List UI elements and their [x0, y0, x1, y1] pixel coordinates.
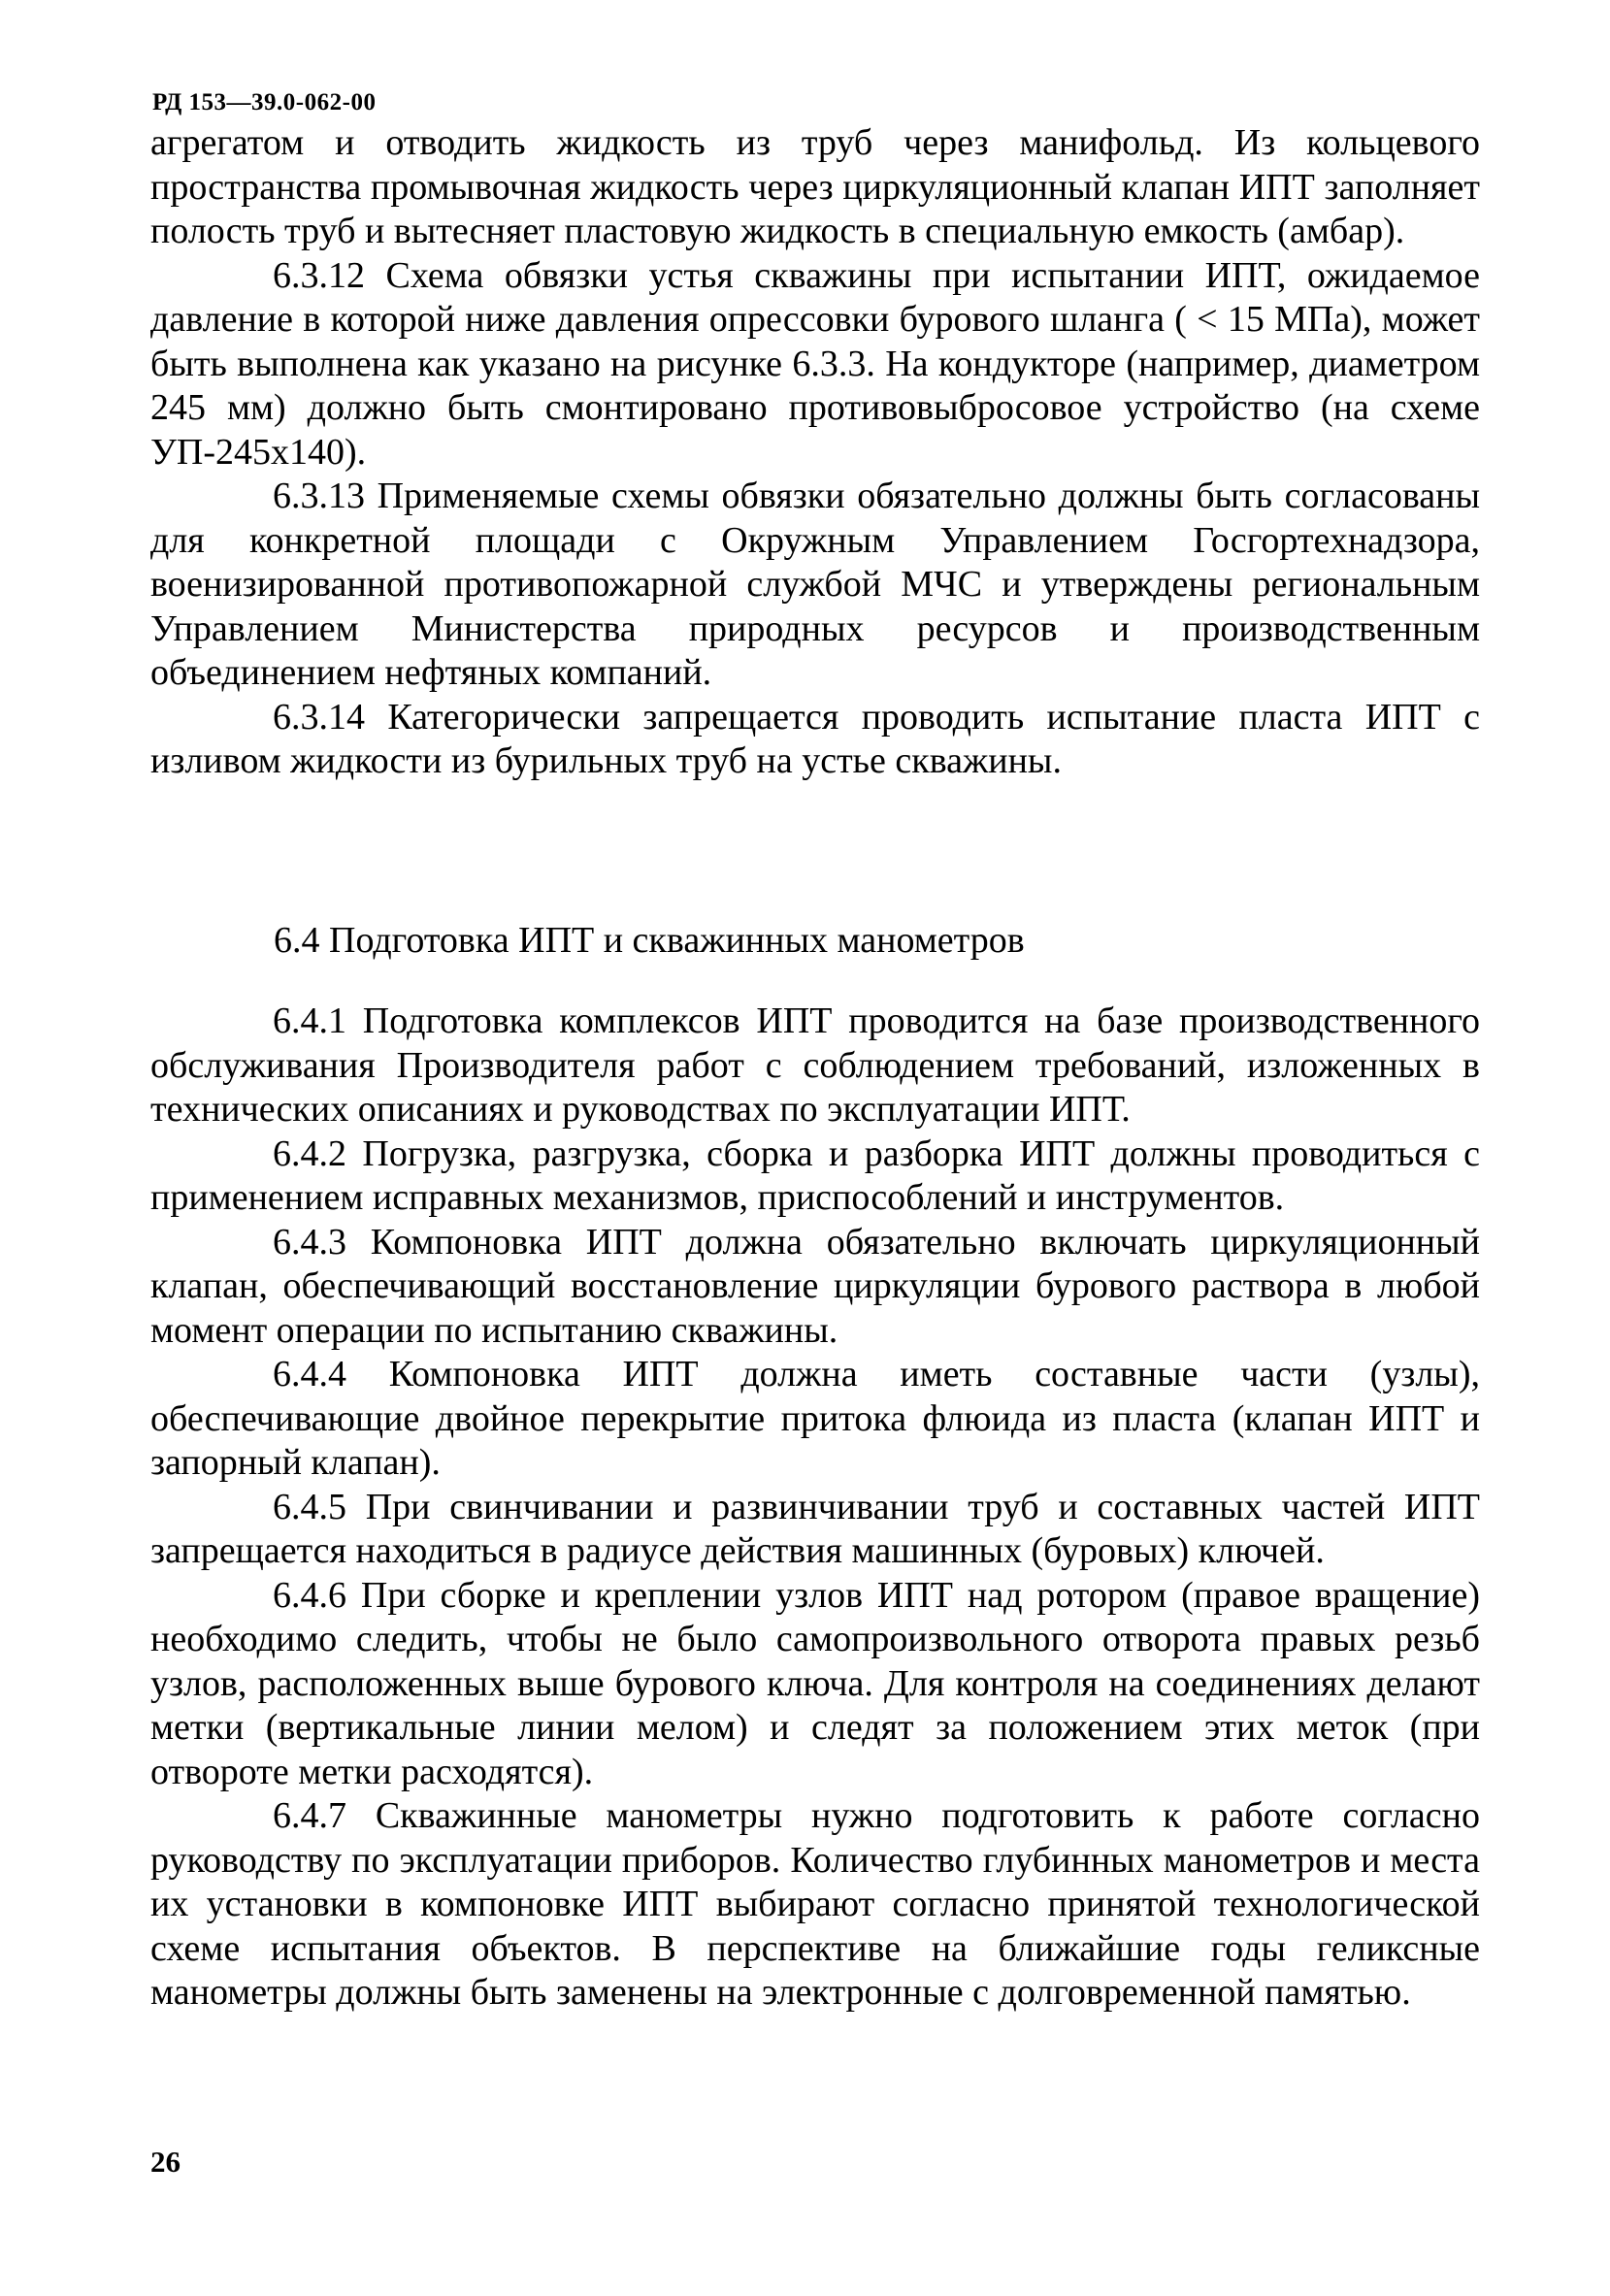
paragraph-6-4-4: 6.4.4 Компоновка ИПТ должна иметь составные части (узлы), обеспечивающие двойное перекрытие притока флюида из пласта (клапан ИПТ и запорный клапан).: [150, 1354, 1480, 1483]
paragraph-6-4-5: 6.4.5 При свинчивании и развинчивании труб и составных частей ИПТ запрещается находиться в радиусе действия машинных (буровых) ключей.: [150, 1486, 1480, 1571]
paragraph-6-3-13: 6.3.13 Применяемые схемы обвязки обязательно должны быть согласованы для конкретной площади с Окружным Управлением Госгортехнадзора, военизированной противопожарной службой МЧС и утверждены региональным Управлением Министерства природных ресурсов и производственным объединением нефтяных компаний.: [150, 476, 1480, 693]
paragraph-6-4-1: 6.4.1 Подготовка комплексов ИПТ проводится на базе производственного обслуживания Производителя работ с соблюдением требований, изложенных в технических описаниях и руководствах по эксплуатации ИПТ.: [150, 1000, 1480, 1130]
paragraph-6-4-3: 6.4.3 Компоновка ИПТ должна обязательно включать циркуляционный клапан, обеспечивающий восстановление циркуляции бурового раствора в любой момент операции по испытанию скважины.: [150, 1221, 1480, 1351]
text-block-top: [150, 121, 1480, 784]
text-block-bottom: [150, 1000, 1480, 2016]
paragraph-6-4-2: 6.4.2 Погрузка, разгрузка, сборка и разборка ИПТ должны проводиться с применением исправных механизмов, приспособлений и инструментов.: [150, 1132, 1480, 1218]
paragraph-6-3-12: 6.3.12 Схема обвязки устья скважины при испытании ИПТ, ожидаемое давление в которой ниже давления опрессовки бурового шланга ( < 15 МПа), может быть выполнена как указано на рисунке 6.3.3. На кондукторе (например, диаметром 245 мм) должно быть смонтировано противовыбросовое устройство (на схеме УП-245х140).: [150, 254, 1480, 473]
paragraph-6-4-7: 6.4.7 Скважинные манометры нужно подготовить к работе согласно руководству по эксплуатации приборов. Количество глубинных манометров и места их установки в компоновке ИПТ выбирают согласно принятой технологической схеме испытания объектов. В перспективе на ближайшие годы геликсные манометры должны быть заменены на электронные с долговременной памятью.: [150, 1795, 1480, 2013]
paragraph-6-3-14: 6.3.14 Категорически запрещается проводить испытание пласта ИПТ с изливом жидкости из бурильных труб на устье скважины.: [150, 696, 1480, 781]
document-code: РД 153—39.0-062-00: [152, 89, 377, 115]
section-heading: 6.4 Подготовка ИПТ и скважинных манометров: [274, 920, 1025, 961]
paragraph-6-4-6: 6.4.6 При сборке и креплении узлов ИПТ над ротором (правое вращение) необходимо следить, чтобы не было самопроизвольного отворота правых резьб узлов, расположенных выше бурового ключа. Для контроля на соединениях делают метки (вертикальные линии мелом) и следят за положением этих меток (при отвороте метки расходятся).: [150, 1574, 1480, 1792]
paragraph-continuation: агрегатом и отводить жидкость из труб через манифольд. Из кольцевого пространства промывочная жидкость через циркуляционный клапан ИПТ заполняет полость труб и вытесняет пластовую жидкость в специальную емкость (амбар).: [150, 122, 1480, 251]
page-number: 26: [150, 2145, 181, 2179]
